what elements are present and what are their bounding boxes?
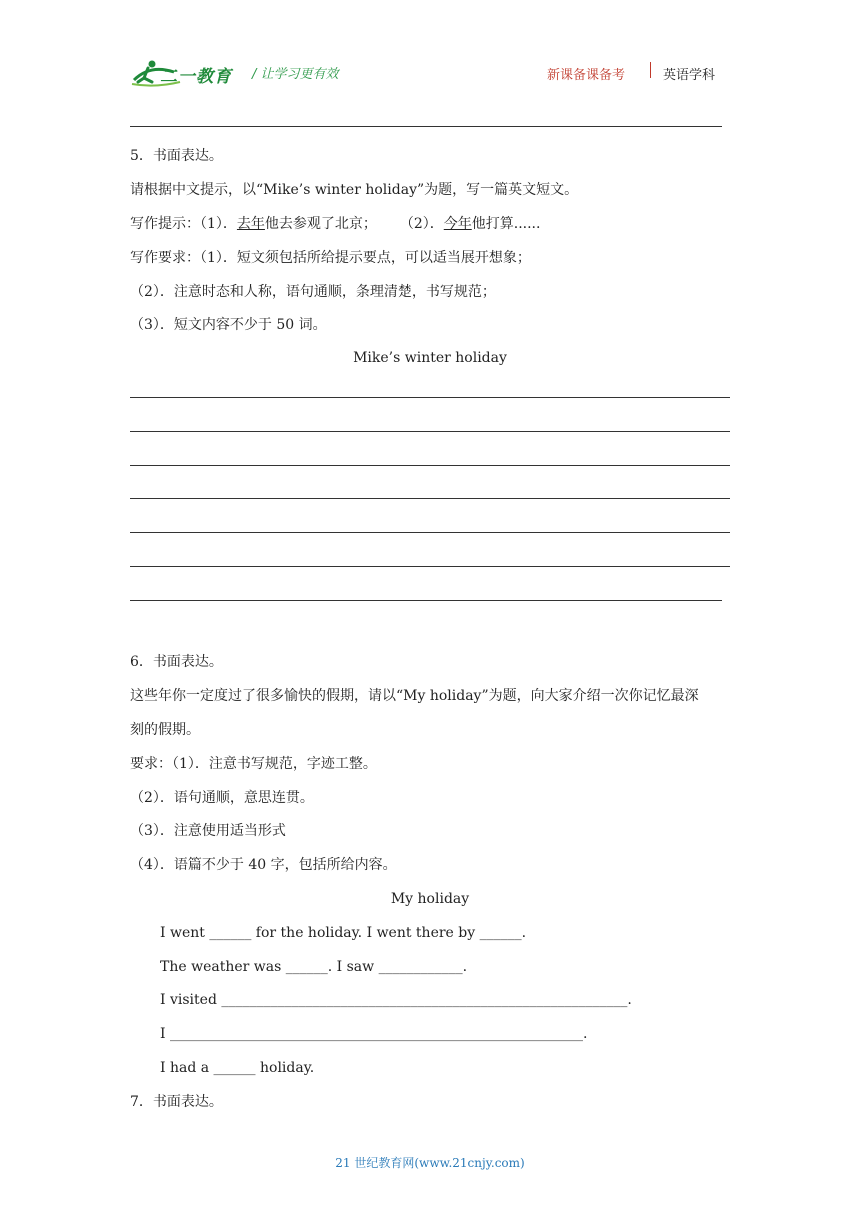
question-5-requirement-2: （2）．注意时态和人称，语句通顺，条理清楚，书写规范； bbox=[130, 284, 496, 300]
writing-line bbox=[130, 431, 730, 432]
header-category: 新课备课备考 bbox=[547, 68, 626, 83]
writing-line bbox=[130, 498, 730, 499]
page-footer[interactable]: 21 世纪教育网(www.21cnjy.com) bbox=[335, 1156, 525, 1170]
question-6-template-line: I visited __________________________________________________________. bbox=[160, 992, 632, 1008]
question-6-requirement-2: （2）．语句通顺，意思连贯。 bbox=[130, 790, 314, 806]
question-7-title: 7．书面表达。 bbox=[130, 1094, 223, 1110]
hint-2-underlined: 今年 bbox=[443, 216, 472, 232]
header-slogan: / 让学习更有效 bbox=[252, 67, 339, 82]
question-6-template-line: I went ______ for the holiday. I went there by ______. bbox=[160, 925, 527, 941]
question-6-title: 6．书面表达。 bbox=[130, 654, 223, 670]
question-6-requirement-4: （4）．语篇不少于 40 字，包括所给内容。 bbox=[130, 857, 397, 873]
question-6-template-line: The weather was ______. I saw ____________. bbox=[160, 959, 468, 975]
hint-1-underlined: 去年 bbox=[236, 216, 265, 232]
question-6-requirement-1: 要求：（1）．注意书写规范，字迹工整。 bbox=[130, 756, 377, 772]
brand-logo-text: 二一教育 bbox=[160, 67, 232, 87]
writing-line bbox=[130, 566, 730, 567]
question-5-prompt: 请根据中文提示，以“Mike’s winter holiday”为题，写一篇英文短文。 bbox=[130, 182, 579, 198]
question-5-essay-title: Mike’s winter holiday bbox=[353, 350, 507, 366]
question-6-essay-title: My holiday bbox=[390, 891, 470, 907]
writing-line bbox=[130, 397, 730, 398]
question-6-template-line: I ___________________________________________________________. bbox=[160, 1026, 588, 1042]
hint-prefix: 写作提示：（1）． bbox=[130, 216, 237, 232]
writing-line bbox=[130, 465, 730, 466]
writing-line bbox=[130, 532, 730, 533]
answer-line bbox=[130, 126, 722, 127]
question-6-prompt-line-1: 这些年你一定度过了很多愉快的假期，请以“My holiday”为题，向大家介绍一次你记忆最深 bbox=[130, 688, 699, 704]
question-5-title: 5．书面表达。 bbox=[130, 148, 223, 164]
question-5-requirement-3: （3）．短文内容不少于 50 词。 bbox=[130, 317, 327, 333]
question-5-hints bbox=[130, 214, 540, 234]
header-subject: 英语学科 bbox=[663, 68, 716, 83]
question-5-requirement-1: 写作要求：（1）．短文须包括所给提示要点，可以适当展开想象； bbox=[130, 250, 531, 266]
hint-1-text: 他去参观了北京； bbox=[264, 216, 377, 232]
hint-2-prefix: （2）． bbox=[399, 216, 444, 232]
question-6-requirement-3: （3）．注意使用适当形式 bbox=[130, 823, 286, 839]
writing-line bbox=[130, 600, 722, 601]
hint-2-text: 他打算...... bbox=[471, 216, 541, 232]
question-6-prompt-line-2: 刻的假期。 bbox=[130, 722, 200, 738]
question-6-template-line: I had a ______ holiday. bbox=[160, 1060, 315, 1076]
header-divider bbox=[650, 62, 651, 78]
